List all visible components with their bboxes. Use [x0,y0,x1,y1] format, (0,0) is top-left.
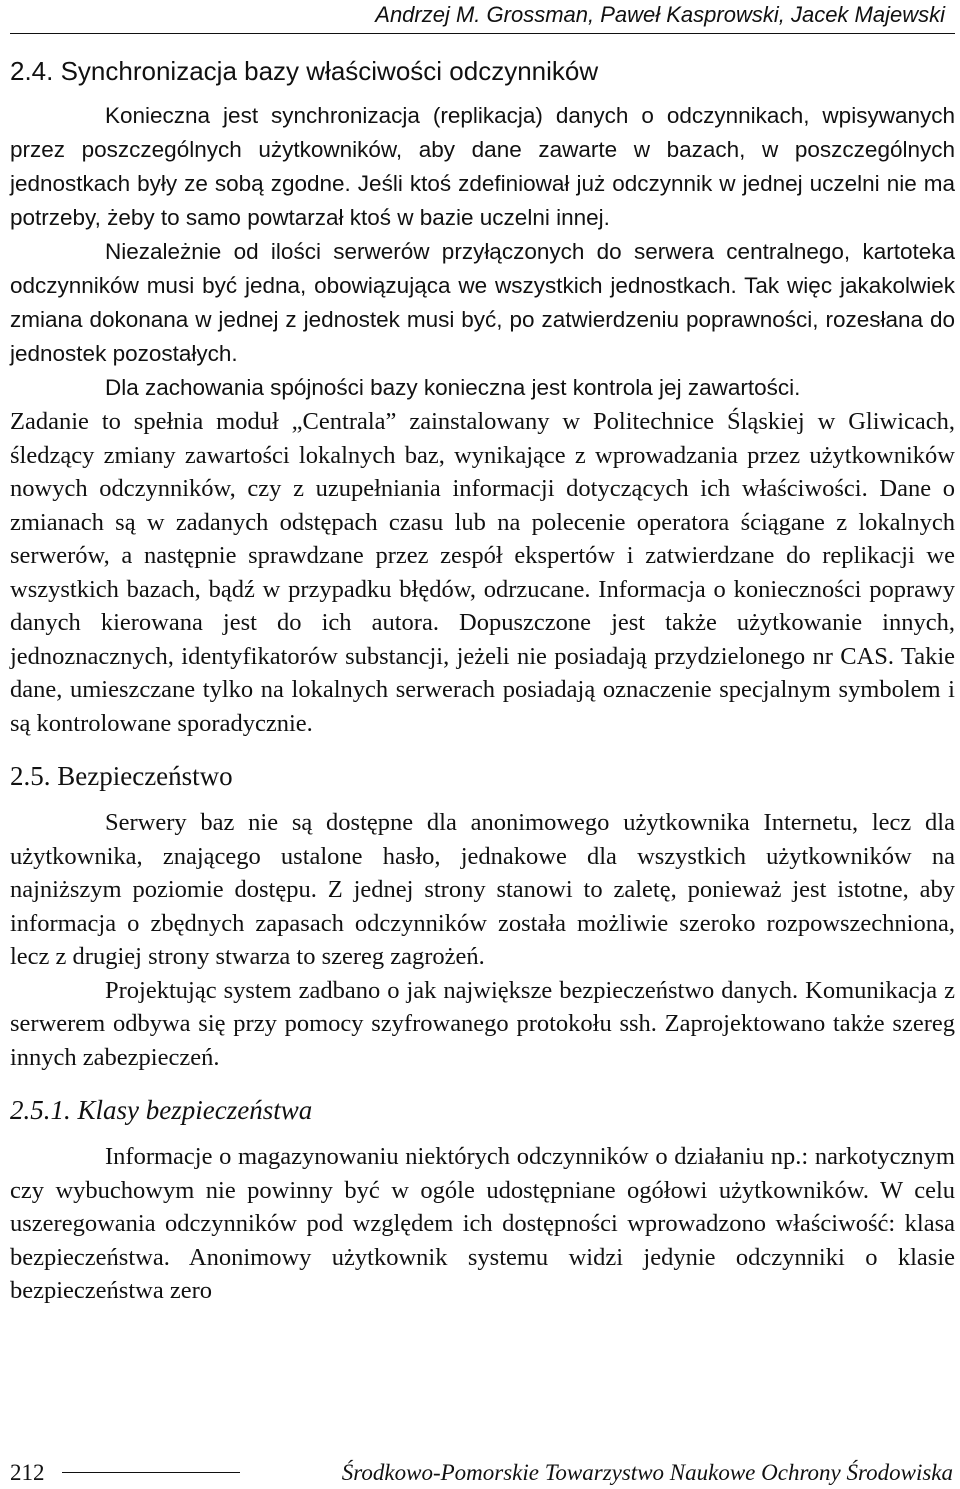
journal-name: Środkowo-Pomorskie Towarzystwo Naukowe Ochrony Środowiska [341,1460,953,1485]
footer-rule [62,1472,240,1473]
section-heading-2-4: 2.4. Synchronizacja bazy właściwości odczynników [10,56,599,86]
running-header: Andrzej M. Grossman, Paweł Kasprowski, Jacek Majewski [375,2,945,27]
paragraph: Konieczna jest synchronizacja (replikacja) danych o odczynnikach, wpisywanych przez poszczególnych użytkowników, aby dane zawarte w bazach, w poszczególnych jednostkach były ze sobą zgodne. Jeśli ktoś zdefiniował już odczynnik w jednej uczelni nie ma potrzeby, żeby to samo powtarzał ktoś w bazie uczelni innej. [10,103,955,230]
paragraph: Informacje o magazynowaniu niektórych odczynników o działaniu np.: narkotycznym czy wybuchowym nie powinny być w ogóle udostępniane ogółowi użytkowników. W celu uszeregowania odczynników pod względem ich dostępności wprowadzono właściwość: klasa bezpieczeństwa. Anonimowy użytkownik systemu widzi jedynie odczynniki o klasie bezpieczeństwa zero [10,1143,955,1304]
page-body [10,53,955,1308]
paragraph: Projektując system zadbano o jak największe bezpieczeństwo danych. Komunikacja z serwerem odbywa się przy pomocy szyfrowanego protokołu ssh. Zaprojektowano także szereg innych zabezpieczeń. [10,976,955,1071]
document-page [10,0,955,1489]
paragraph: Niezależnie od ilości serwerów przyłączonych do serwera centralnego, kartoteka odczynników musi być jedna, obowiązująca we wszystkich jednostkach. Tak więc jakakolwiek zmiana dokonana w jednej z jednostek musi być, po zatwierdzeniu poprawności, rozesłana do jednostek pozostałych. [10,239,955,366]
paragraph: Dla zachowania spójności bazy konieczna jest kontrola jej zawartości. [105,375,801,400]
page-footer [10,1458,955,1488]
section-heading-2-5: 2.5. Bezpieczeństwo [10,761,233,791]
page-number: 212 [10,1460,45,1485]
subsection-heading-2-5-1: 2.5.1. Klasy bezpieczeństwa [10,1095,313,1125]
paragraph: Serwery baz nie są dostępne dla anonimowego użytkownika Internetu, lecz dla użytkownika, znającego ustalone hasło, jednakowe dla wszystkich użytkowników na najniższym poziomie dostępu. Z jednej strony stanowi to zaletę, ponieważ jest istotne, aby informacja o zbędnych zapasach odczynników została możliwie szeroko rozpowszechniona, lecz z drugiej strony stwarza to szereg zagrożeń. [10,809,955,970]
header-rule [10,33,955,34]
paragraph: Zadanie to spełnia moduł „Centrala” zainstalowany w Politechnice Śląskiej w Gliwicach, śledzący zmiany zawartości lokalnych baz, wynikające z wprowadzania przez użytkowników nowych odczynników, czy z uzupełniania informacji dotyczących ich właściwości. Dane o zmianach są w zadanych odstępach czasu lub na polecenie operatora ściągane z lokalnych serwerów, a następnie sprawdzane przez zespół ekspertów i zatwierdzane do replikacji we wszystkich bazach, bądź w przypadku błędów, odrzucane. Informacja o konieczności poprawy danych kierowana jest do ich autora. Dopuszczone jest także użytkowanie innych, jednoznacznych, identyfikatorów substancji, jeżeli nie posiadają przydzielonego nr CAS. Takie dane, umieszczane tylko na lokalnych serwerach posiadają oznaczenie specjalnym symbolem i są kontrolowane sporadycznie. [10,408,955,737]
